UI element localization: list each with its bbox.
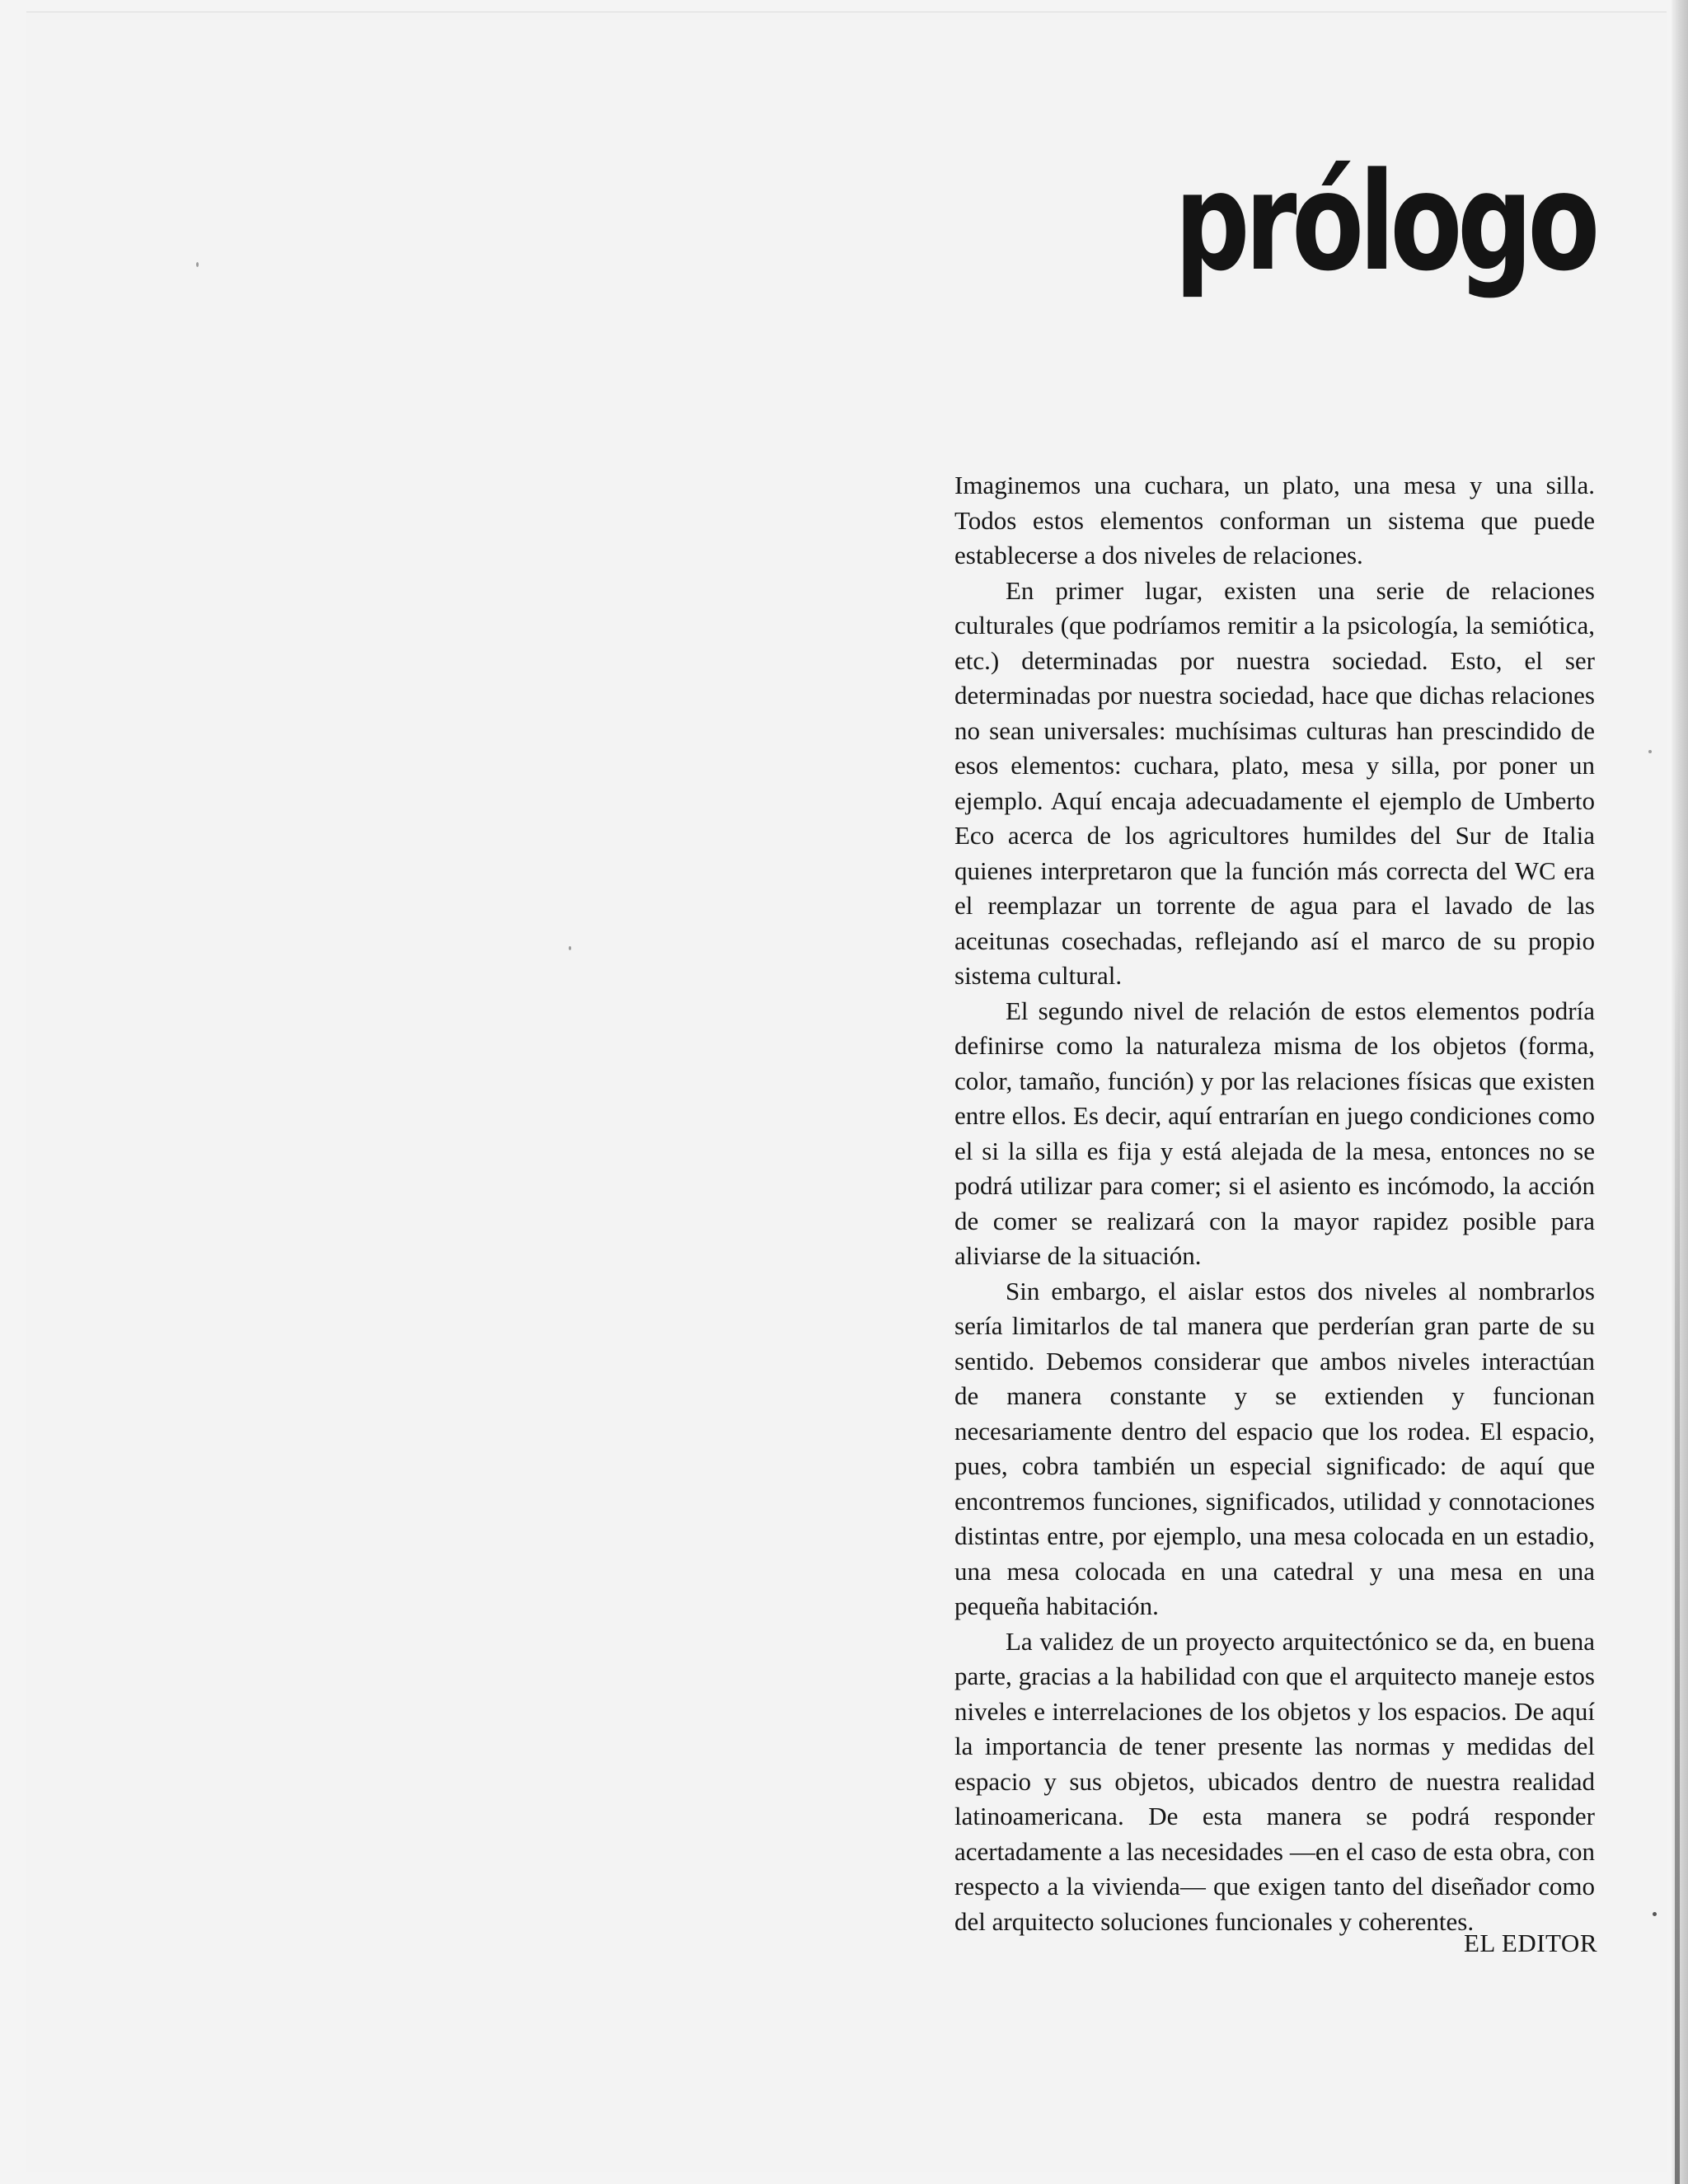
paragraph-3: El segundo nivel de relación de estos elementos podría definirse como la naturaleza misma de los objetos (forma, color, tamaño, función) y por las relaciones físicas que existen entre ellos. Es decir, aquí entrarían en juego condiciones como el si la silla es fija y está alejada de la mesa, entonces no se podrá utilizar para comer; si el asiento es incómodo, la acción de comer se realizará con la mayor rapidez posible para aliviarse de la situación. bbox=[954, 996, 1595, 1270]
paper-speck bbox=[196, 262, 199, 267]
signature: EL EDITOR bbox=[1463, 1929, 1597, 1957]
paragraph-4: Sin embargo, el aislar estos dos niveles al nombrarlos sería limitarlos de tal manera que perderían gran parte de su sentido. Debemos considerar que ambos niveles interactúan de manera constante y se extienden y funcionan necesariamente dentro del espacio que los rodea. El espacio, pues, cobra también un especial significado: de aquí que encontremos funciones, significados, utilidad y connotaciones distintas entre, por ejemplo, una mesa colocada en un estadio, una mesa colocada en una catedral y una mesa en una pequeña habitación. bbox=[954, 1276, 1595, 1620]
paper-speck bbox=[569, 946, 571, 950]
page-edge-binding-shadow bbox=[1675, 948, 1680, 2184]
paper-speck bbox=[1648, 750, 1652, 753]
page-edge-shadow bbox=[1672, 0, 1688, 2184]
paper-speck bbox=[1653, 1912, 1657, 1916]
prologue-body bbox=[954, 468, 1595, 1939]
paragraph-5: La validez de un proyecto arquitectónico se da, en buena parte, gracias a la habilidad con que el arquitecto maneje estos niveles e interrelaciones de los objetos y los espacios. De aquí la importancia de tener presente las normas y medidas del espacio y sus objetos, ubicados dentro de nuestra realidad latinoamericana. De esta manera se podrá responder acertadamente a las necesidades —en el caso de esta obra, con respecto a la vivienda— que exigen tanto del diseñador como del arquitecto soluciones funcionales y coherentes. bbox=[954, 1626, 1595, 1936]
page-title: prólogo bbox=[1175, 143, 1596, 301]
paragraph-2: En primer lugar, existen una serie de relaciones culturales (que podríamos remitir a la psicología, la semiótica, etc.) determinadas por nuestra sociedad. Esto, el ser determinadas por nuestra sociedad, hace que dichas relaciones no sean universales: muchísimas culturas han prescindido de esos elementos: cuchara, plato, mesa y silla, por poner un ejemplo. Aquí encaja adecuadamente el ejemplo de Umberto Eco acerca de los agricultores humildes del Sur de Italia quienes interpretaron que la función más correcta del WC era el reemplazar un torrente de agua para el lavado de las aceitunas cosechadas, reflejando así el marco de su propio sistema cultural. bbox=[954, 575, 1595, 990]
paragraph-1: Imaginemos una cuchara, un plato, una mesa y una silla. Todos estos elementos conforman un sistema que puede establecerse a dos niveles de relaciones. bbox=[954, 471, 1595, 569]
